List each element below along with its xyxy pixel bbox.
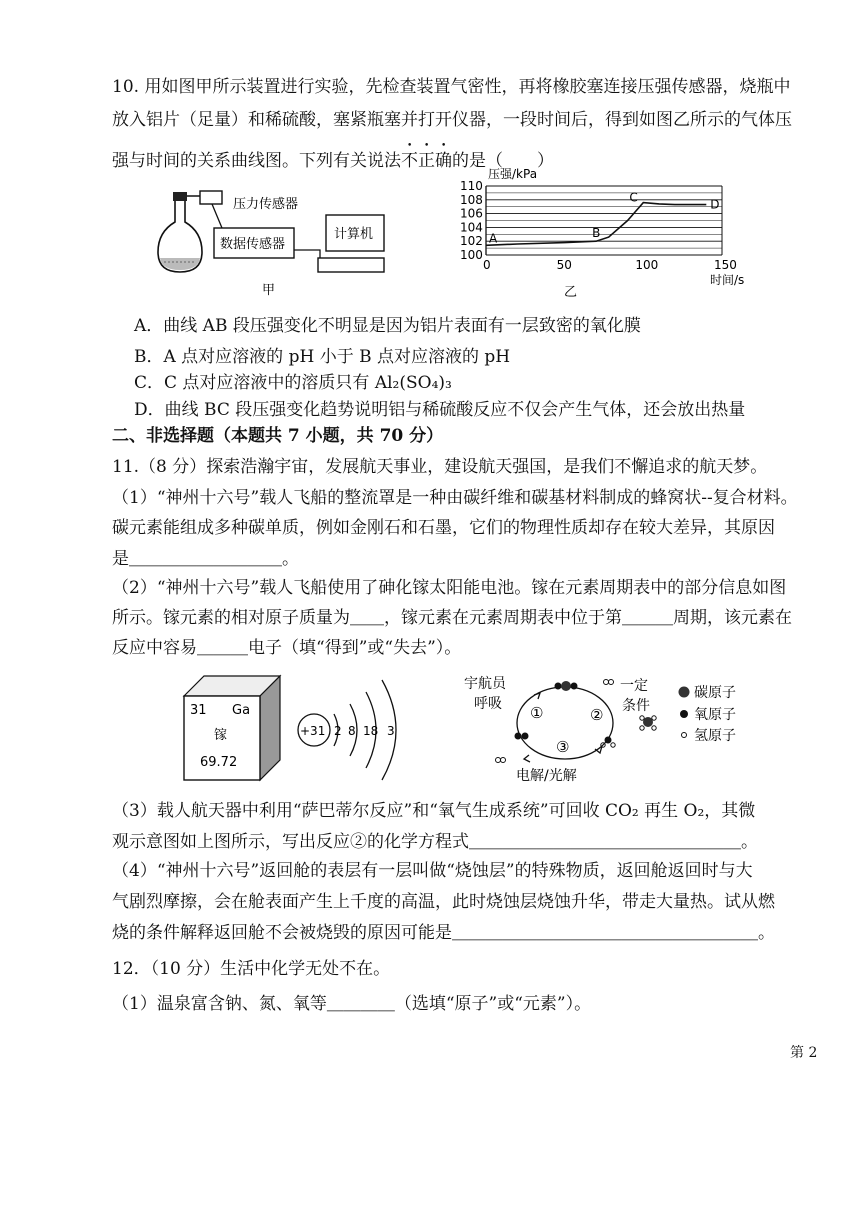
chart-ylabel: 压强/kPa xyxy=(488,167,538,181)
y-tick-label: 104 xyxy=(460,220,483,235)
y-tick-label: 108 xyxy=(460,192,483,207)
y-tick-label: 100 xyxy=(460,248,483,262)
q12-intro: 12．（10 分）生活中化学无处不在。 xyxy=(112,959,391,979)
x-tick-label: 100 xyxy=(635,258,659,272)
element-symbol: Ga xyxy=(232,703,251,718)
cycle-astronaut: 宇航员 xyxy=(464,676,506,692)
ch4-molecule-icon xyxy=(640,716,656,730)
apparatus-diagram xyxy=(150,180,400,300)
page-number: 第 2 xyxy=(790,1045,818,1061)
atom-structure-diagram xyxy=(292,672,422,784)
shell-4-count: 3 xyxy=(387,724,395,738)
pressure-sensor-box xyxy=(200,191,222,204)
element-mass: 69.72 xyxy=(200,755,238,770)
cycle-electrolysis: 电解/光解 xyxy=(516,768,577,784)
x-tick-label: 150 xyxy=(714,258,737,272)
computer-keyboard xyxy=(318,258,384,272)
q11-p2-line2: 所示。镓元素的相对原子质量为＿＿，镓元素在元素周期表中位于第＿＿＿周期，该元素在 xyxy=(112,608,792,628)
q11-p3-line1: （3）载人航天器中利用“萨巴蒂尔反应”和“氧气生成系统”可回收 CO₂ 再生 O₂，其微 xyxy=(112,801,756,821)
q11-intro: 11.（8 分）探索浩瀚宇宙，发展航天事业，建设航天强国，是我们不懈追求的航天梦。 xyxy=(112,457,768,477)
chart-x-ticks xyxy=(483,258,737,272)
legend-hydrogen: 氢原子 xyxy=(694,728,736,744)
co2-molecule-icon xyxy=(555,681,578,691)
chart-point-labels xyxy=(489,191,720,246)
x-tick-label: 50 xyxy=(556,258,572,272)
shell-1-count: 2 xyxy=(334,724,342,738)
h2-molecule-icon xyxy=(604,680,614,685)
q11-p4-line1: （4）“神州十六号”返回舱的表层有一层叫做“烧蚀层”的特殊物质，返回舱返回时与大 xyxy=(112,861,753,881)
q11-p2-line1: （2）“神州十六号”载人飞船使用了砷化镓太阳能电池。镓在元素周期表中的部分信息如图 xyxy=(112,578,787,598)
hydrogen-atom-icon xyxy=(682,733,687,738)
q11-p1-line3: 是＿＿＿＿＿＿＿＿＿。 xyxy=(112,549,299,569)
cycle-step-3: ③ xyxy=(556,738,570,756)
nucleus-charge: +31 xyxy=(300,724,326,738)
point-label-c: C xyxy=(629,190,638,205)
q10-option-b: B．A 点对应溶液的 pH 小于 B 点对应溶液的 pH xyxy=(134,347,511,367)
pressure-sensor-label: 压力传感器 xyxy=(233,197,299,212)
y-tick-label: 106 xyxy=(460,206,483,221)
flask-icon xyxy=(158,192,202,272)
point-label-a: A xyxy=(489,231,498,246)
caption-yi: 乙 xyxy=(564,285,578,300)
computer-label: 计算机 xyxy=(334,227,374,242)
data-sensor-label: 数据传感器 xyxy=(220,237,286,252)
cycle-step-2: ② xyxy=(590,706,604,724)
shell-2-count: 8 xyxy=(348,724,356,738)
q10-option-d: D．曲线 BC 段压强变化趋势说明铝与稀硫酸反应不仅会产生气体，还会放出热量 xyxy=(134,400,746,420)
q10-line3-post: 的是（ ） xyxy=(452,151,554,171)
q12-p1: （1）温泉富含钠、氮、氧等＿＿＿＿（选填“原子”或“元素”）。 xyxy=(112,994,592,1014)
element-number: 31 xyxy=(190,703,207,718)
chart-xlabel: 时间/s xyxy=(710,273,745,287)
q11-p1-line2: 碳元素能组成多种碳单质，例如金刚石和石墨，它们的物理性质却存在较大差异，其原因 xyxy=(112,518,775,538)
chart-y-ticks xyxy=(460,179,483,262)
cycle-step-1: ① xyxy=(530,704,544,722)
cycle-condition-1: 一定 xyxy=(620,678,648,694)
y-tick-label: 110 xyxy=(460,179,483,193)
q11-p4-line2: 气剧烈摩擦，会在舱表面产生上千度的高温，此时烧蚀层烧蚀升华，带走大量热。试从燃 xyxy=(112,892,775,912)
element-name: 镓 xyxy=(214,728,228,743)
q10-option-c: C．C 点对应溶液中的溶质只有 Al₂(SO₄)₃ xyxy=(134,373,452,393)
legend-oxygen: 氧原子 xyxy=(694,707,736,723)
legend-carbon: 碳原子 xyxy=(694,685,736,701)
q11-p1-line1: （1）“神州十六号”载人飞船的整流罩是一种由碳纤维和碳基材料制成的蜂窝状--复合材料。 xyxy=(112,488,798,508)
q11-p4-line3: 烧的条件解释返回舱不会被烧毁的原因可能是＿＿＿＿＿＿＿＿＿＿＿＿＿＿＿＿＿＿。 xyxy=(112,923,775,943)
oxygen-atom-icon xyxy=(680,710,688,718)
h2-molecule-icon-2 xyxy=(496,758,506,763)
x-tick-label: 0 xyxy=(483,258,491,272)
cycle-condition-2: 条件 xyxy=(622,698,650,714)
element-tile xyxy=(180,672,284,784)
pressure-chart xyxy=(452,165,752,300)
q10-line1: 10. 用如图甲所示装置进行实验，先检查装置气密性，再将橡胶塞连接压强传感器，烧瓶中 xyxy=(112,77,791,97)
q11-p2-line3: 反应中容易＿＿＿电子（填“得到”或“失去”）。 xyxy=(112,638,462,658)
q10-line2: 放入铝片（足量）和稀硫酸，塞紧瓶塞并打开仪器，一段时间后，得到如图乙所示的气体压 xyxy=(112,110,792,130)
q11-p3-line2: 观示意图如上图所示，写出反应②的化学方程式＿＿＿＿＿＿＿＿＿＿＿＿＿＿＿＿。 xyxy=(112,832,758,852)
q10-option-a: A．曲线 AB 段压强变化不明显是因为铝片表面有一层致密的氧化膜 xyxy=(134,316,641,336)
caption-jia: 甲 xyxy=(262,283,276,298)
point-label-b: B xyxy=(592,226,601,241)
q10-line3-pre: 强与时间的关系曲线图。下列有关说法 xyxy=(112,151,401,171)
q10-line3-emph: 不正确 xyxy=(401,151,452,171)
reaction-cycle-diagram xyxy=(452,668,792,786)
carbon-atom-icon xyxy=(679,687,690,698)
y-tick-label: 102 xyxy=(460,234,483,249)
section-title: 二、非选择题（本题共 7 小题，共 70 分） xyxy=(112,426,444,446)
point-label-d: D xyxy=(710,197,720,212)
shell-3-count: 18 xyxy=(363,724,379,738)
cycle-breath: 呼吸 xyxy=(474,696,502,712)
